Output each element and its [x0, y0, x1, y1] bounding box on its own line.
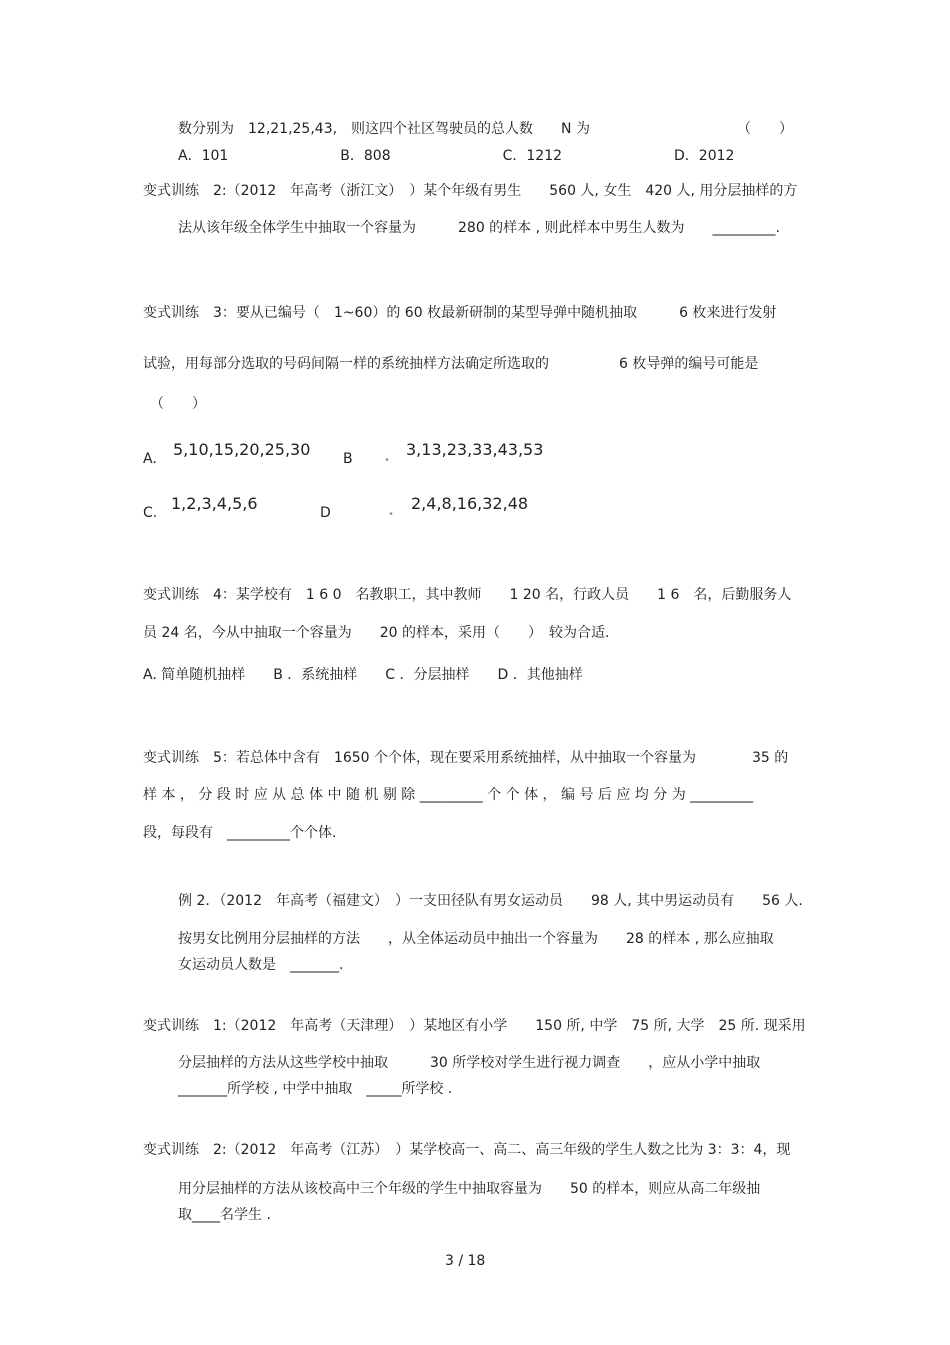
text-line: 变式训练 4：某学校有 1 6 0 名教职工，其中教师 1 20 名，行政人员 1 6 名，后勤服务人: [143, 587, 792, 603]
text-line: 数分别为 12,21,25,43, 则这四个社区驾驶员的总人数 N 为 （ ）: [178, 121, 793, 137]
text-line: 段，每段有 _________个个体.: [143, 825, 337, 841]
text-line: 试验，用每部分选取的号码间隔一样的系统抽样方法确定所选取的 6 枚导弹的编号可能是: [143, 356, 759, 372]
text-line: 按男女比例用分层抽样的方法 ，从全体运动员中抽出一个容量为 28 的样本 , 那么应抽取: [178, 931, 774, 947]
text-line: A．101 B．808 C．1212 D．2012: [178, 148, 735, 164]
option-c-value: 1,2,3,4,5,6: [171, 494, 258, 513]
text-line: 样 本 ， 分 段 时 应 从 总 体 中 随 机 剔 除 _________ 个 个 体 ， 编 号 后 应 均 分 为 _________: [143, 787, 754, 803]
option-a-value: 5,10,15,20,25,30: [173, 440, 311, 459]
text-line: 法从该年级全体学生中抽取一个容量为 280 的样本 , 则此样本中男生人数为 _________.: [178, 220, 780, 236]
option-b-value: 3,13,23,33,43,53: [406, 440, 544, 459]
text-line: 变式训练 2:（2012 年高考（浙江文） ）某个年级有男生 560 人, 女生 420 人, 用分层抽样的方: [143, 183, 798, 199]
text-line: 例 2．（2012 年高考（福建文） ）一支田径队有男女运动员 98 人, 其中男运动员有 56 人.: [178, 893, 803, 909]
text-line: （ ）: [150, 396, 206, 412]
text-line: 变式训练 1:（2012 年高考（天津理） ）某地区有小学 150 所, 中学 75 所, 大学 25 所. 现采用: [143, 1018, 806, 1034]
dot-mark: •: [384, 455, 390, 466]
text-line: _______所学校 , 中学中抽取 _____所学校 .: [178, 1081, 453, 1097]
option-d-value: 2,4,8,16,32,48: [411, 494, 529, 513]
option-a-label: A.: [143, 451, 157, 467]
text-line: 变式训练 5：若总体中含有 1650 个个体，现在要采用系统抽样，从中抽取一个容量为 35 的: [143, 750, 789, 766]
page-number: 3 / 18: [445, 1253, 486, 1269]
option-b-label: B: [343, 451, 353, 467]
dot-mark: •: [388, 509, 394, 520]
text-line: 变式训练 3：要从已编号（ 1~60）的 60 枚最新研制的某型导弹中随机抽取 6 枚来进行发射: [143, 305, 777, 321]
text-line: 取____名学生 .: [178, 1207, 271, 1223]
text-line: 用分层抽样的方法从该校高中三个年级的学生中抽取容量为 50 的样本，则应从高二年级抽: [178, 1181, 761, 1197]
text-line: 员 24 名，今从中抽取一个容量为 20 的样本，采用（ ） 较为合适.: [143, 625, 610, 641]
text-line: A. 简单随机抽样 B ．系统抽样 C ．分层抽样 D ．其他抽样: [143, 667, 583, 683]
option-c-label: C.: [143, 505, 158, 521]
text-line: 女运动员人数是 _______.: [178, 957, 344, 973]
text-line: 变式训练 2:（2012 年高考（江苏） ）某学校高一、高二、高三年级的学生人数之比为 3：3：4，现: [143, 1142, 791, 1158]
option-d-label: D: [320, 505, 331, 521]
text-line: 分层抽样的方法从这些学校中抽取 30 所学校对学生进行视力调查 ，应从小学中抽取: [178, 1055, 761, 1071]
